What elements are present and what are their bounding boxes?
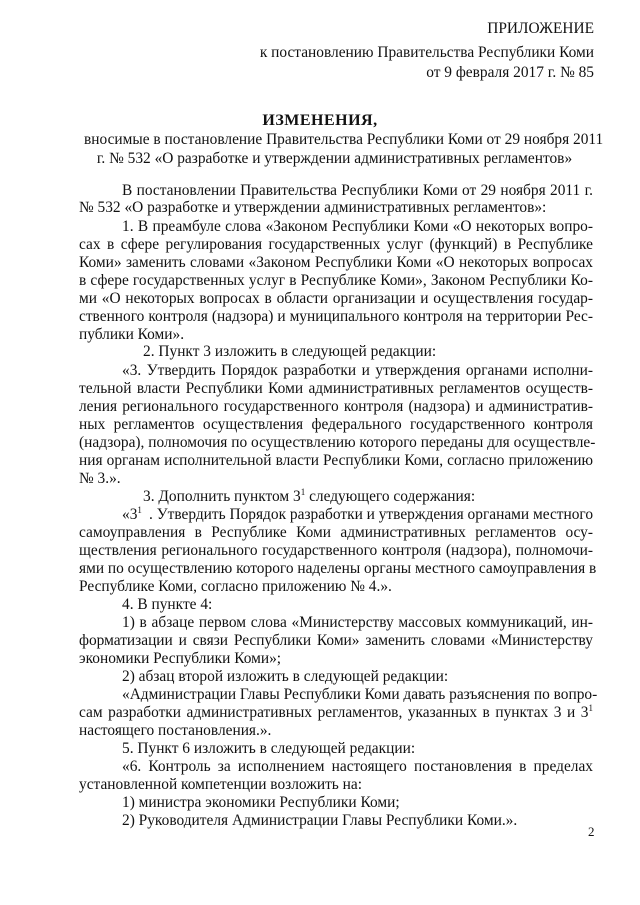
appendix-resolution: к постановлению Правительства Республики Коми	[259, 44, 594, 61]
paragraph-3-quote-line: ществления регионального государственного контроля (надзора), полномочи-	[79, 542, 593, 559]
paragraph-2-quote-line: № 3.».	[79, 470, 121, 487]
paragraph-5-quote-line: «6. Контроль за исполнением настоящего постановления в пределах	[122, 758, 593, 775]
paragraph-2-quote-line: ных регламентов осуществления федерального государственного контроля	[79, 416, 593, 433]
appendix-label: ПРИЛОЖЕНИЕ	[487, 20, 594, 37]
paragraph-4-sub2: 2) абзац второй изложить в следующей редакции:	[122, 668, 449, 685]
paragraph-4-sub1-line: форматизации и связи Республики Коми» заменить словами «Министерству	[79, 632, 593, 649]
paragraph-2-quote-line: «3. Утвердить Порядок разработки и утверждения органами исполни-	[122, 362, 593, 379]
paragraph-4-intro: 4. В пункте 4:	[122, 596, 213, 613]
page-number: 2	[588, 824, 595, 839]
heading-subtitle-1: вносимые в постановление Правительства Республики Коми от 29 ноября 2011	[84, 131, 604, 148]
paragraph-1-line: в сфере государственных услуг в Республике Коми», Законом Республики Ко-	[79, 272, 593, 289]
paragraph-5-intro: 5. Пункт 6 изложить в следующей редакции:	[122, 740, 416, 757]
paragraph-3-quote-line: Республике Коми, согласно приложению № 4.».	[79, 578, 392, 595]
paragraph-4-quote-line: настоящего постановления.».	[79, 722, 272, 739]
document-heading: ИЗМЕНЕНИЯ,	[262, 112, 378, 129]
paragraph-5-item-1: 1) министра экономики Республики Коми;	[122, 794, 400, 811]
heading-subtitle-2: г. № 532 «О разработке и утверждении административных регламентов»	[96, 150, 573, 167]
paragraph-1-line: Коми» заменить словами «Законом Республики Коми «О некоторых вопросах	[79, 254, 593, 271]
paragraph-4-sub1-line: 1) в абзаце первом слова «Министерству массовых коммуникаций, ин-	[122, 614, 593, 631]
paragraph-1-line: сах в сфере регулирования государственных услуг (функций) в Республике	[79, 236, 593, 253]
paragraph-3-quote-line: ями по осуществлению которого наделены органы местного самоуправления в	[79, 560, 597, 577]
paragraph-1-line: 1. В преамбуле слова «Законом Республики Коми «О некоторых вопро-	[122, 218, 593, 235]
paragraph-4-quote-line: сам разработки административных регламентов, указанных в пунктах 3 и $3^1$	[79, 702, 593, 721]
paragraph-3-quote-first: «$3^1$ . Утвердить Порядок разработки и утверждения органами местного	[122, 504, 594, 523]
paragraph-3-intro: 3. Дополнить пунктом $3^1$ следующего содержания:	[143, 486, 476, 505]
paragraph-5-item-2: 2) Руководителя Администрации Главы Республики Коми.».	[122, 812, 518, 829]
intro-line: В постановлении Правительства Республики Коми от 29 ноября 2011 г.	[122, 182, 593, 199]
paragraph-1-line: ственного контроля (надзора) и муниципального контроля на территории Рес-	[79, 308, 593, 325]
paragraph-4-quote-line: «Администрации Главы Республики Коми давать разъяснения по вопро-	[122, 686, 598, 703]
paragraph-3-quote-line: самоуправления в Республике Коми административных регламентов осу-	[79, 524, 593, 541]
appendix-date: от 9 февраля 2017 г. № 85	[426, 64, 594, 81]
paragraph-2-quote-line: (надзора), полномочия по осуществлению которого переданы для осуществле-	[79, 434, 596, 451]
paragraph-2-quote-line: тельной власти Республики Коми административных регламентов осуществ-	[79, 380, 593, 397]
paragraph-4-sub1-line: экономики Республики Коми»;	[79, 650, 282, 667]
paragraph-2-quote-line: ния органам исполнительной власти Республики Коми, согласно приложению	[79, 452, 593, 469]
paragraph-1-line: ми «О некоторых вопросах в области организации и осуществления государ-	[79, 290, 593, 307]
paragraph-5-quote-line: установленной компетенции возложить на:	[79, 776, 363, 793]
paragraph-2-intro: 2. Пункт 3 изложить в следующей редакции:	[143, 343, 437, 360]
intro-line: № 532 «О разработке и утверждении административных регламентов»:	[79, 199, 547, 216]
paragraph-2-quote-line: ления регионального государственного контроля (надзора) и административ-	[79, 398, 593, 415]
paragraph-1-line: публики Коми».	[79, 326, 185, 343]
